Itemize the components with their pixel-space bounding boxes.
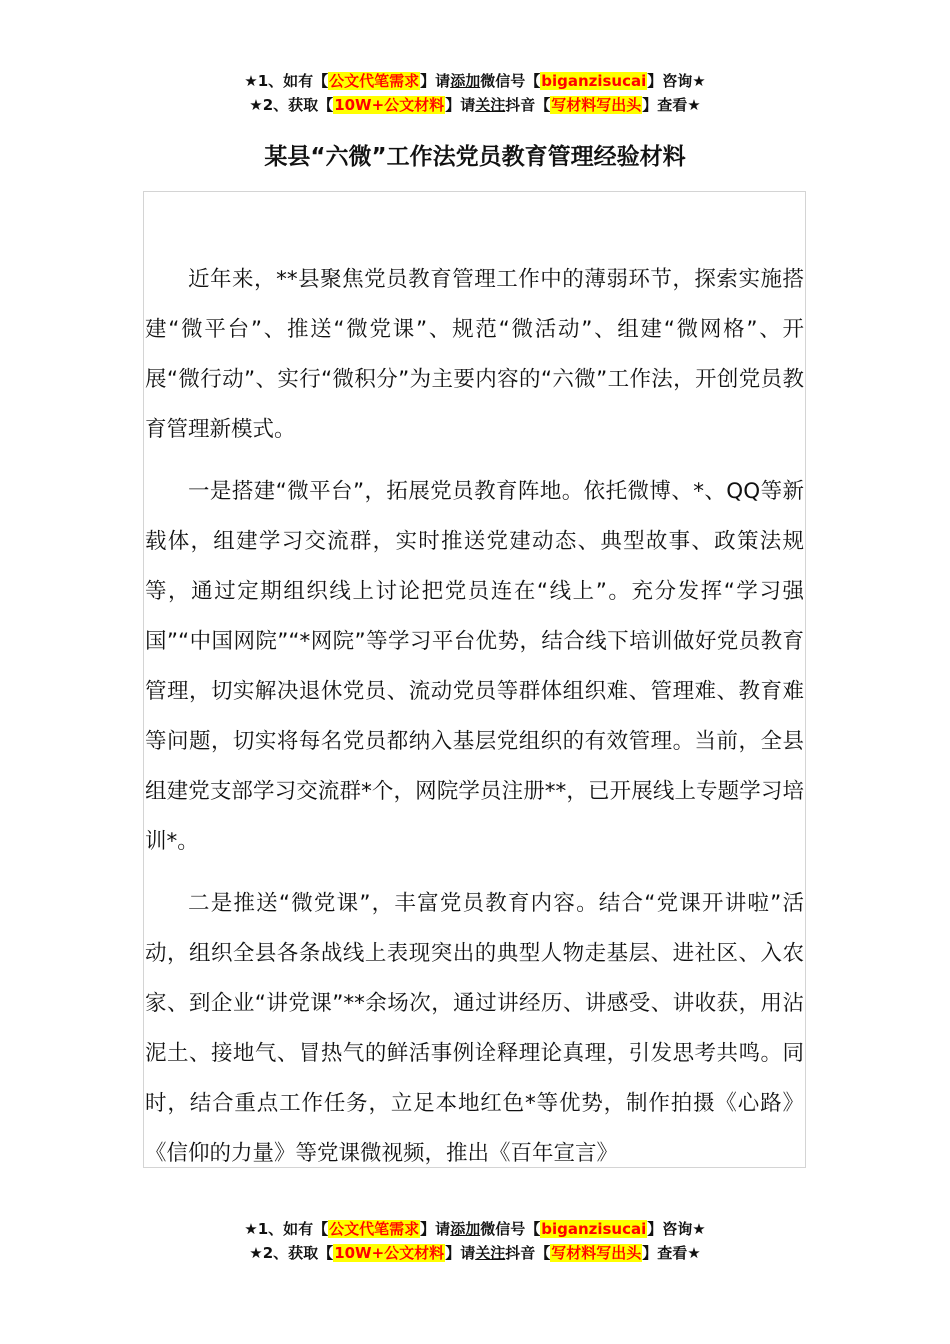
promo-text: 】咨询★ (647, 1220, 706, 1238)
promo-underline: 添加 (450, 72, 481, 90)
promo-text: 】请 (420, 72, 451, 90)
promo-text: 抖音【 (505, 96, 551, 114)
promo-banner-top (0, 69, 950, 117)
promo-underline: 添加 (450, 1220, 481, 1238)
douyin-account-highlight: 写材料写出头 (551, 1244, 642, 1262)
promo-text: 】查看★ (642, 96, 701, 114)
promo-text: 】请 (420, 1220, 451, 1238)
document-title: 某县“六微”工作法党员教育管理经验材料 (264, 144, 686, 170)
body-paragraph: 一是搭建“微平台”，拓展党员教育阵地。依托微博、*、QQ等新载体，组建学习交流群，实时推送党建动态、典型故事、政策法规等，通过定期组织线上讨论把党员连在“线上”。充分发挥“学习强国”“中国网院”“*网院”等学习平台优势，结合线下培训做好党员教育管理，切实解决退休党员、流动党员等群体组织难、管理难、教育难等问题，切实将每名党员都纳入基层党组织的有效管理。当前，全县组建党支部学习交流群*个，网院学员注册**，已开展线上专题学习培训*。 (145, 479, 804, 854)
wechat-id-highlight: biganzisucai (541, 72, 647, 90)
promo-line-1 (0, 1217, 950, 1241)
promo-text: 抖音【 (505, 1244, 551, 1262)
promo-line-2 (0, 93, 950, 117)
douyin-account-highlight: 写材料写出头 (551, 96, 642, 114)
promo-line-1 (0, 69, 950, 93)
wechat-id-highlight: biganzisucai (541, 1220, 647, 1238)
promo-highlight: 公文代笔需求 (329, 1220, 420, 1238)
promo-text: 】请 (445, 96, 476, 114)
promo-text: 微信号【 (480, 1220, 541, 1238)
promo-text: ★2、获取【 (249, 96, 334, 114)
promo-text: 微信号【 (480, 72, 541, 90)
document-page (143, 191, 806, 1168)
promo-text: ★2、获取【 (249, 1244, 334, 1262)
promo-text: ★1、如有【 (244, 72, 329, 90)
body-paragraph: 二是推送“微党课”，丰富党员教育内容。结合“党课开讲啦”活动，组织全县各条战线上表现突出的典型人物走基层、进社区、入农家、到企业“讲党课”**余场次，通过讲经历、讲感受、讲收获，用沾泥土、接地气、冒热气的鲜活事例诠释理论真理，引发思考共鸣。同时，结合重点工作任务，立足本地红色*等优势，制作拍摄《心路》《信仰的力量》等党课微视频，推出《百年宣言》 (145, 891, 804, 1166)
promo-text: 】请 (445, 1244, 476, 1262)
promo-underline: 关注 (475, 96, 506, 114)
promo-underline: 关注 (475, 1244, 506, 1262)
promo-text: 】咨询★ (647, 72, 706, 90)
promo-text: ★1、如有【 (244, 1220, 329, 1238)
promo-highlight: 10W+公文材料 (334, 96, 445, 114)
promo-line-2 (0, 1241, 950, 1265)
body-paragraph: 近年来，**县聚焦党员教育管理工作中的薄弱环节，探索实施搭建“微平台”、推送“微党课”、规范“微活动”、组建“微网格”、开展“微行动”、实行“微积分”为主要内容的“六微”工作法，开创党员教育管理新模式。 (145, 267, 804, 442)
promo-text: 】查看★ (642, 1244, 701, 1262)
promo-highlight: 10W+公文材料 (334, 1244, 445, 1262)
promo-banner-bottom (0, 1217, 950, 1265)
document-body (145, 255, 804, 1168)
promo-highlight: 公文代笔需求 (329, 72, 420, 90)
